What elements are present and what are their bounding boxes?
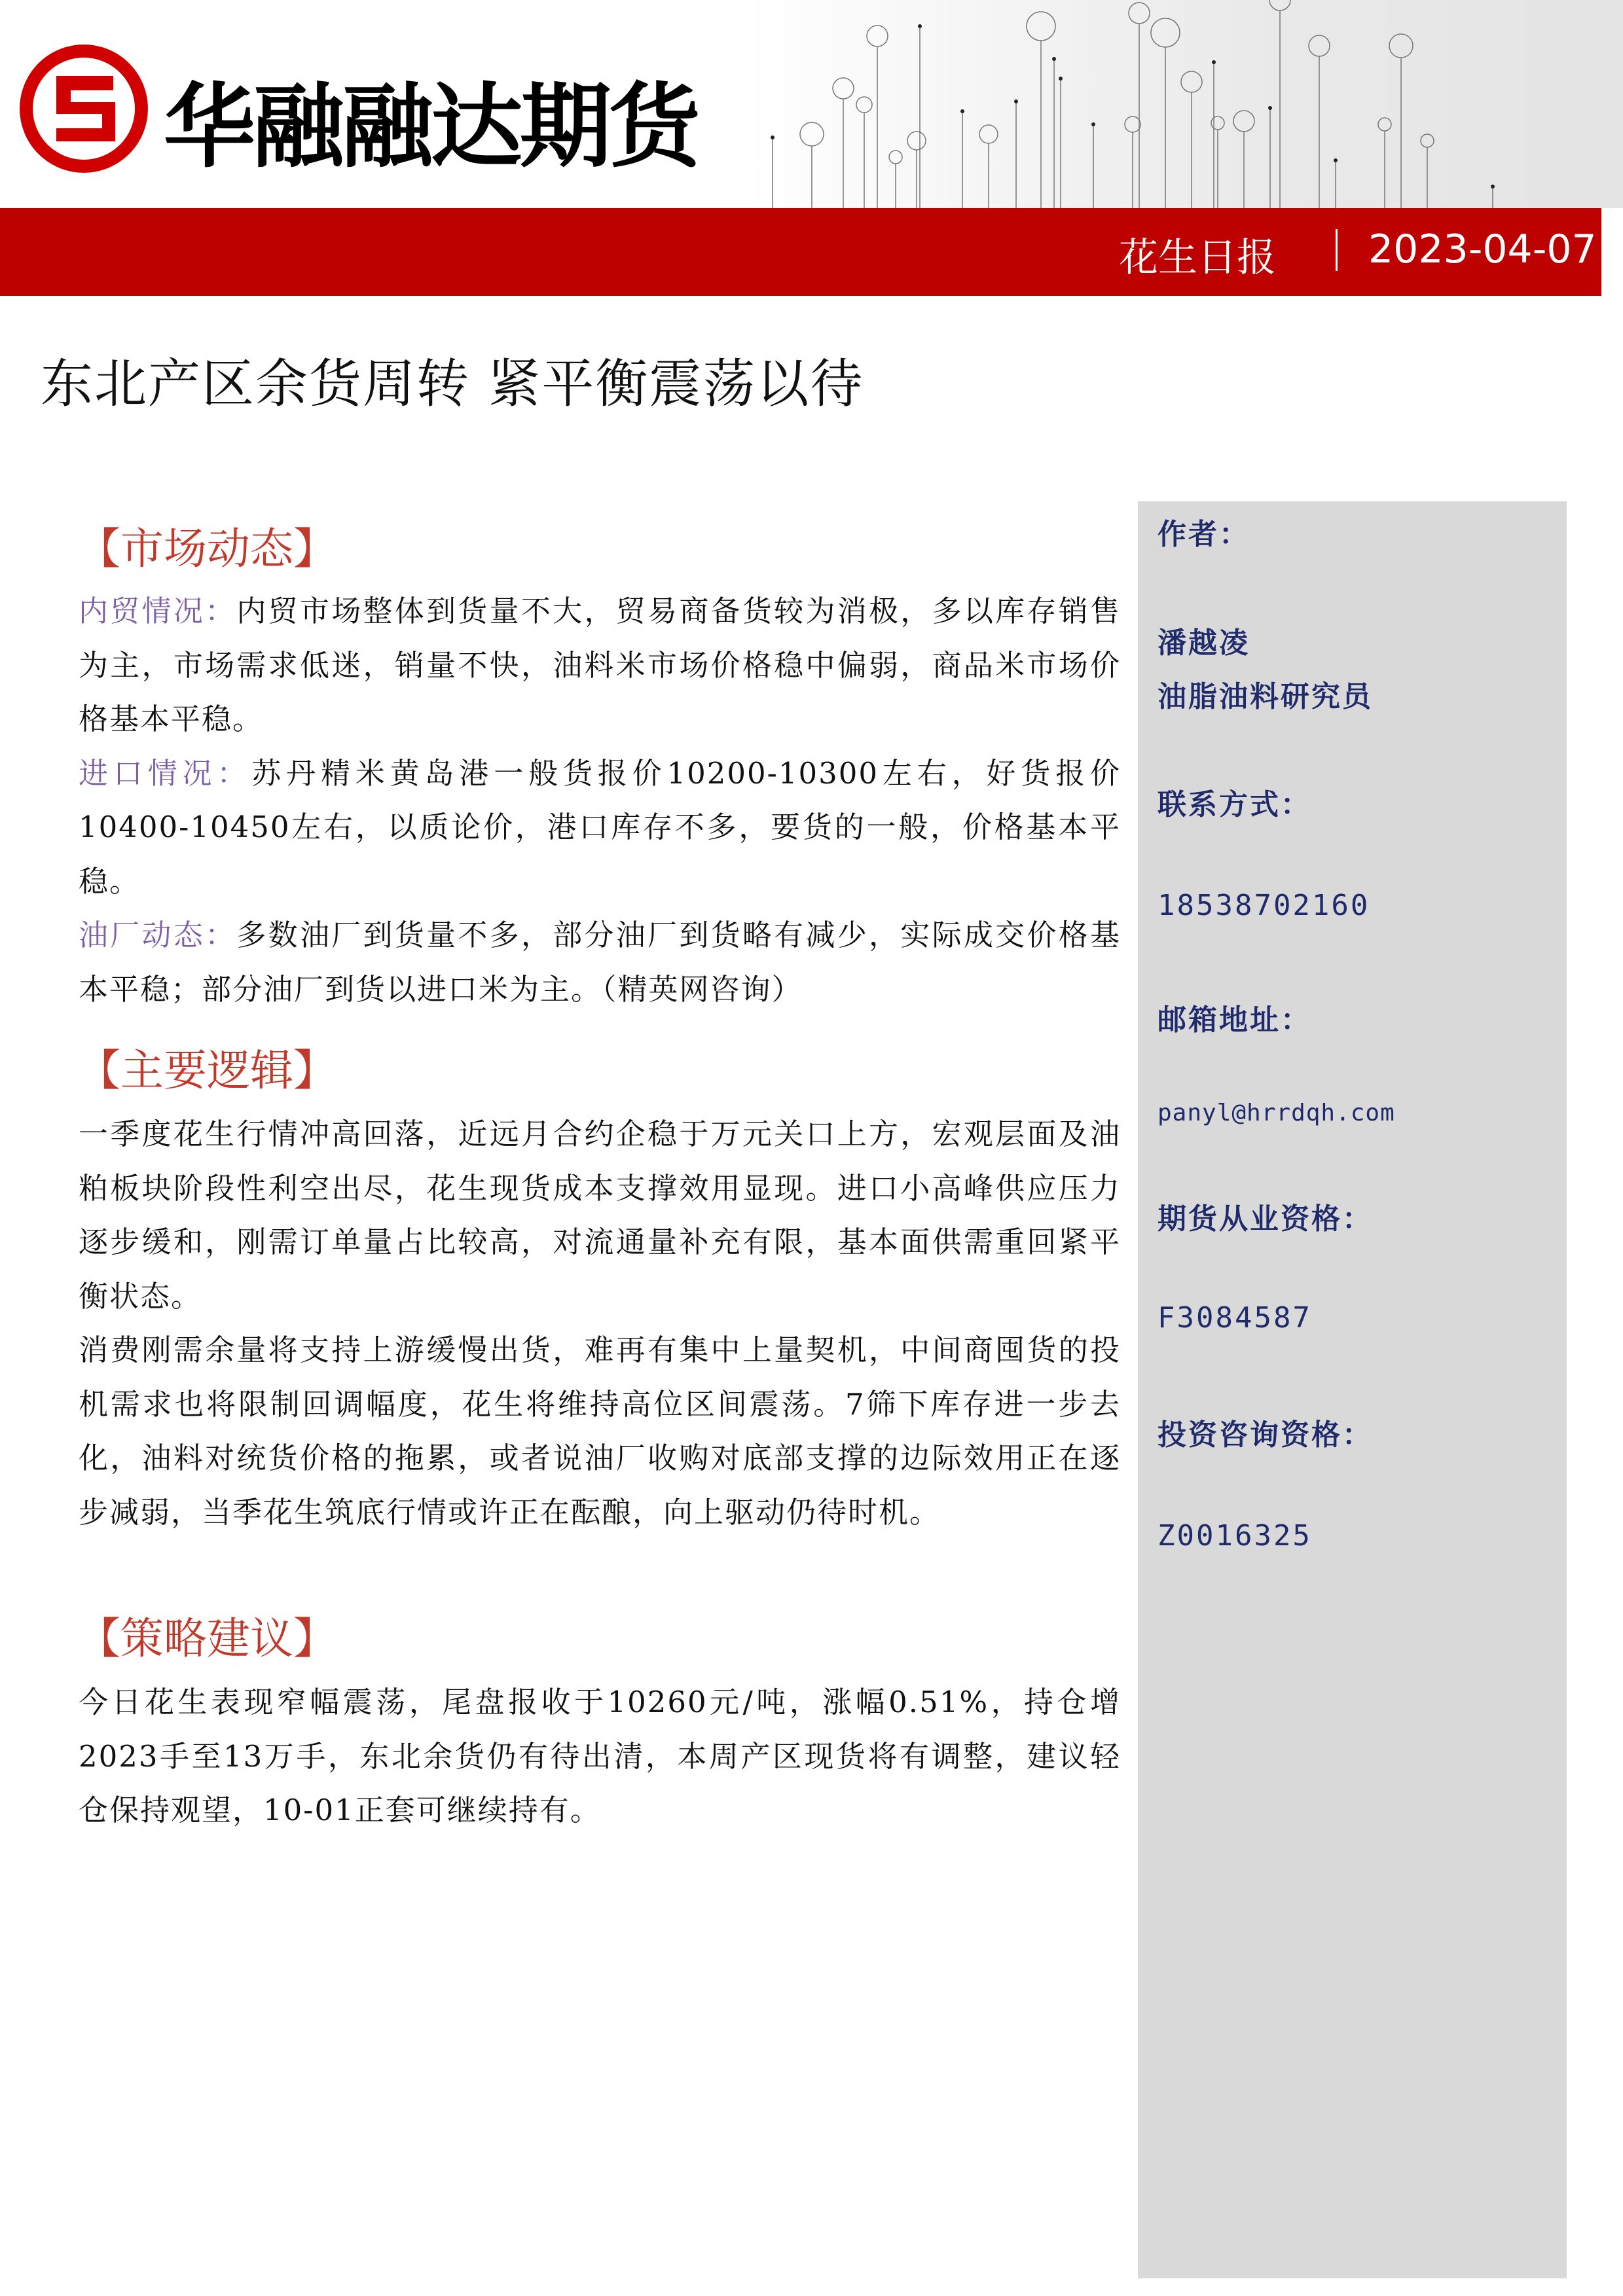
author-title: 油脂油料研究员 [1158,680,1373,713]
report-date: 2023-04-07 [1368,226,1597,272]
decorative-pins-icon [746,0,1623,208]
report-header-bar [0,208,1601,296]
advisory-cert-label: 投资咨询资格： [1158,1418,1373,1452]
author-name: 潘越凌 [1158,626,1250,660]
report-type: 花生日报 [1119,235,1276,281]
report-title: 东北产区余货周转 紧平衡震荡以待 [41,353,864,414]
contact-label: 联系方式： [1158,788,1311,821]
email-link[interactable]: panyl@hrrdqh.com [1158,1100,1395,1126]
author-label: 作者： [1158,518,1250,551]
market-item-import [79,747,1121,909]
header-divider [1336,229,1338,271]
author-sidebar [1138,501,1567,2278]
brand-name: 华融融达期货 [164,74,699,181]
market-item-oil-mill [79,908,1121,1016]
market-paragraph [79,584,1121,1016]
advisory-cert-number: Z0016325 [1158,1519,1312,1552]
item-label: 油厂动态： [79,918,237,952]
contact-phone: 18538702160 [1158,889,1370,922]
strategy-text: 今日花生表现窄幅震荡，尾盘报收于10260元/吨，涨幅0.51%，持仓增2023手至13万手，东北余货仍有待出清，本周产区现货将有调整，建议轻仓保持观望，10-01正套可继续持有。 [79,1685,1121,1827]
company-logo-icon [18,43,149,174]
logic-text: 消费刚需余量将支持上游缓慢出货，难再有集中上量契机，中间商囤货的投机需求也将限制回调幅度，花生将维持高位区间震荡。7筛下库存进一步去化，油料对统货价格的拖累，或者说油厂收购对底部支撑的边际效用正在逐步减弱，当季花生筑底行情或许正在酝酿，向上驱动仍待时机。 [79,1333,1121,1530]
header-banner-image [746,0,1623,208]
item-text: 内贸市场整体到货量不大，贸易商备货较为消极，多以库存销售为主，市场需求低迷，销量不快，油料米市场价格稳中偏弱，商品米市场价格基本平稳。 [79,594,1121,736]
futures-cert-number: F3084587 [1158,1301,1312,1335]
section-heading-logic: 【主要逻辑】 [77,1045,337,1096]
futures-cert-label: 期货从业资格： [1158,1202,1373,1236]
item-text: 多数油厂到货量不多，部分油厂到货略有减少，实际成交价格基本平稳；部分油厂到货以进口米为主。（精英网咨询） [79,918,1121,1007]
item-label: 内贸情况： [79,594,237,628]
section-heading-market: 【市场动态】 [77,524,337,574]
item-label: 进口情况： [79,755,252,791]
strategy-paragraph [79,1676,1121,1838]
section-heading-strategy: 【策略建议】 [77,1613,337,1664]
item-text: 苏丹精米黄岛港一般货报价10200-10300左右，好货报价10400-10450左右，以质论价，港口库存不多，要货的一般，价格基本平稳。 [79,755,1121,899]
email-label: 邮箱地址： [1158,1003,1311,1037]
market-item-domestic [79,584,1121,747]
logic-text: 一季度花生行情冲高回落，近远月合约企稳于万元关口上方，宏观层面及油粕板块阶段性利空出尽，花生现货成本支撑效用显现。进口小高峰供应压力逐步缓和，刚需订单量占比较高，对流通量补充有限，基本面供需重回紧平衡状态。 [79,1117,1121,1314]
logic-paragraph [79,1107,1121,1539]
